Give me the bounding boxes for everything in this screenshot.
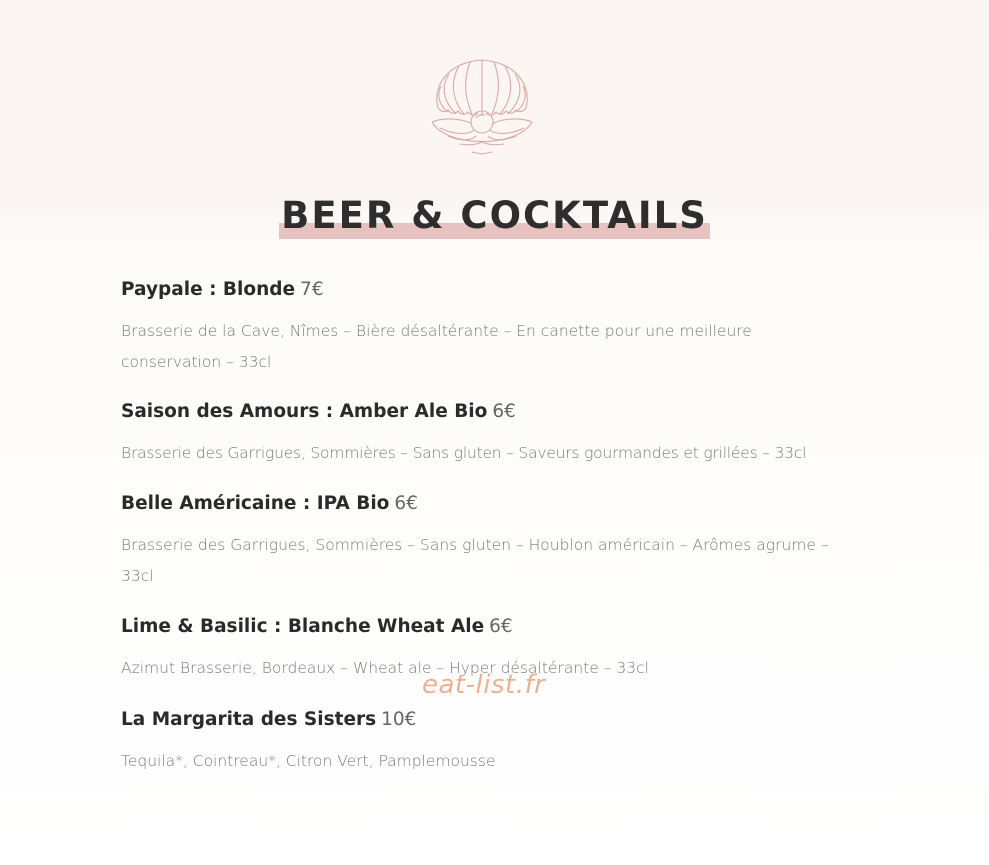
menu-item [121, 276, 851, 378]
menu-item [121, 398, 851, 469]
menu-item-title [121, 490, 851, 518]
menu-item [121, 490, 851, 592]
menu-item-description: Tequila*, Cointreau*, Citron Vert, Pamplemousse [121, 752, 496, 770]
page-title: BEER & COCKTAILS [281, 193, 708, 237]
menu-item-price: 6€ [489, 616, 513, 637]
menu-item-price: 6€ [394, 493, 418, 514]
menu-item-title [121, 706, 851, 734]
watermark-text: eat-list.fr [422, 670, 546, 700]
menu-item-description: Brasserie des Garrigues, Sommières – Sans gluten – Saveurs gourmandes et grillées – 33cl [121, 444, 807, 462]
menu-item-description: Brasserie de la Cave, Nîmes – Bière désaltérante – En canette pour une meilleure conservation – 33cl [121, 322, 752, 371]
menu-item-price: 10€ [381, 709, 417, 730]
menu-item-name: Belle Américaine : IPA Bio [121, 493, 390, 514]
menu-item-name: Lime & Basilic : Blanche Wheat Ale [121, 616, 485, 637]
menu-item-name: Saison des Amours : Amber Ale Bio [121, 401, 488, 422]
menu-item-description: Azimut Brasserie, Bordeaux – Wheat ale – Hyper désaltérante – 33cl [121, 659, 649, 677]
menu-item-name: Paypale : Blonde [121, 279, 296, 300]
menu-item-name: La Margarita des Sisters [121, 709, 377, 730]
menu-item-description: Brasserie des Garrigues, Sommières – Sans gluten – Houblon américain – Arômes agrume – 33cl [121, 536, 829, 585]
menu-item-price: 7€ [300, 279, 324, 300]
menu-item [121, 706, 851, 777]
menu-item-title [121, 398, 851, 426]
menu-item-title [121, 276, 851, 304]
title-container [0, 170, 989, 262]
seashell-pearl-icon [426, 56, 538, 156]
menu-item-price: 6€ [492, 401, 516, 422]
menu-item-title [121, 613, 851, 641]
